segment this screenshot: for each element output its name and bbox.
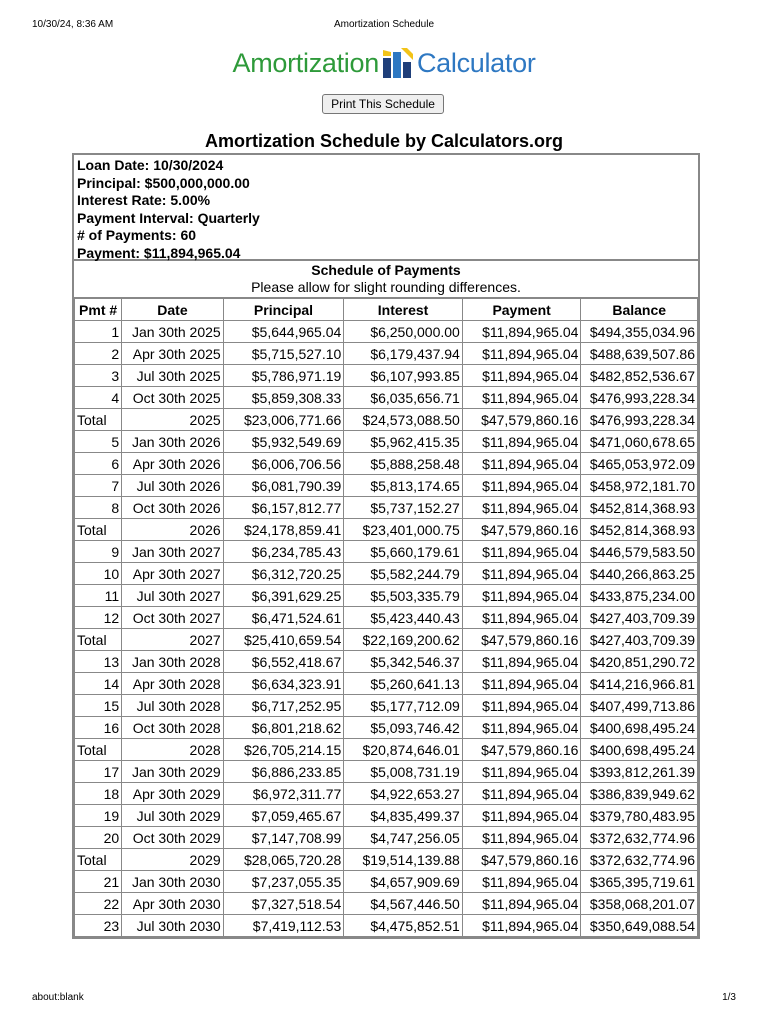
table-row — [75, 453, 698, 475]
total-row — [75, 629, 698, 651]
pmt-cell: 22 — [75, 893, 122, 915]
pmt-cell: 17 — [75, 761, 122, 783]
print-footer — [32, 992, 736, 1006]
print-url: about:blank — [32, 992, 84, 1003]
balance-cell: $440,266,863.25 — [581, 563, 698, 585]
print-page-number: 1/3 — [722, 992, 736, 1003]
principal-cell: $6,552,418.67 — [223, 651, 344, 673]
interest-cell: $4,922,653.27 — [344, 783, 463, 805]
balance-cell: $458,972,181.70 — [581, 475, 698, 497]
payment-cell: $11,894,965.04 — [462, 717, 581, 739]
date-cell: Apr 30th 2026 — [122, 453, 223, 475]
date-cell: Jul 30th 2029 — [122, 805, 223, 827]
interest-cell: $5,813,174.65 — [344, 475, 463, 497]
pmt-cell: 10 — [75, 563, 122, 585]
balance-cell: $400,698,495.24 — [581, 739, 698, 761]
col-header-balance: Balance — [581, 299, 698, 321]
payment-cell: $11,894,965.04 — [462, 915, 581, 937]
balance-cell: $420,851,290.72 — [581, 651, 698, 673]
payments-table — [74, 298, 698, 937]
interest-cell: $5,093,746.42 — [344, 717, 463, 739]
pmt-cell: 11 — [75, 585, 122, 607]
interest-cell: $4,835,499.37 — [344, 805, 463, 827]
payment-cell: $47,579,860.16 — [462, 519, 581, 541]
interest-cell: $5,737,152.27 — [344, 497, 463, 519]
date-cell: Oct 30th 2027 — [122, 607, 223, 629]
payment-cell: $11,894,965.04 — [462, 453, 581, 475]
balance-cell: $427,403,709.39 — [581, 629, 698, 651]
table-row — [75, 431, 698, 453]
table-header-row — [75, 299, 698, 321]
table-row — [75, 541, 698, 563]
table-row — [75, 563, 698, 585]
principal-cell: $6,081,790.39 — [223, 475, 344, 497]
pmt-cell: 12 — [75, 607, 122, 629]
balance-cell: $488,639,507.86 — [581, 343, 698, 365]
date-cell: Oct 30th 2025 — [122, 387, 223, 409]
interest-cell: $19,514,139.88 — [344, 849, 463, 871]
loan-principal: Principal: $500,000,000.00 — [77, 174, 250, 191]
principal-cell: $6,717,252.95 — [223, 695, 344, 717]
table-row — [75, 607, 698, 629]
balance-cell: $358,068,201.07 — [581, 893, 698, 915]
date-cell: 2028 — [122, 739, 223, 761]
table-row — [75, 893, 698, 915]
logo-word-amortization: Amortization — [232, 48, 379, 78]
payment-cell: $11,894,965.04 — [462, 783, 581, 805]
table-row — [75, 871, 698, 893]
date-cell: Oct 30th 2029 — [122, 827, 223, 849]
principal-cell: $6,391,629.25 — [223, 585, 344, 607]
table-row — [75, 321, 698, 343]
pmt-cell: 19 — [75, 805, 122, 827]
payment-cell: $11,894,965.04 — [462, 321, 581, 343]
payment-cell: $11,894,965.04 — [462, 563, 581, 585]
principal-cell: $7,147,708.99 — [223, 827, 344, 849]
total-row — [75, 739, 698, 761]
balance-cell: $494,355,034.96 — [581, 321, 698, 343]
interest-cell: $5,342,546.37 — [344, 651, 463, 673]
balance-cell: $365,395,719.61 — [581, 871, 698, 893]
col-header-pmt: Pmt # — [75, 299, 122, 321]
pmt-cell: 13 — [75, 651, 122, 673]
pmt-cell: 20 — [75, 827, 122, 849]
date-cell: Jul 30th 2026 — [122, 475, 223, 497]
interest-cell: $6,250,000.00 — [344, 321, 463, 343]
total-row — [75, 409, 698, 431]
pmt-cell: 6 — [75, 453, 122, 475]
payment-cell: $11,894,965.04 — [462, 497, 581, 519]
pmt-cell: 18 — [75, 783, 122, 805]
interest-cell: $5,260,641.13 — [344, 673, 463, 695]
date-cell: Jan 30th 2027 — [122, 541, 223, 563]
date-cell: Jan 30th 2028 — [122, 651, 223, 673]
interest-cell: $5,177,712.09 — [344, 695, 463, 717]
pmt-cell: 5 — [75, 431, 122, 453]
balance-cell: $407,499,713.86 — [581, 695, 698, 717]
schedule-container — [72, 153, 696, 939]
balance-cell: $414,216,966.81 — [581, 673, 698, 695]
date-cell: Apr 30th 2030 — [122, 893, 223, 915]
date-cell: Jul 30th 2028 — [122, 695, 223, 717]
payment-cell: $47,579,860.16 — [462, 409, 581, 431]
payment-cell: $11,894,965.04 — [462, 387, 581, 409]
balance-cell: $465,053,972.09 — [581, 453, 698, 475]
balance-cell: $471,060,678.65 — [581, 431, 698, 453]
interest-cell: $23,401,000.75 — [344, 519, 463, 541]
payment-cell: $11,894,965.04 — [462, 343, 581, 365]
date-cell: Apr 30th 2028 — [122, 673, 223, 695]
pmt-cell: Total — [75, 519, 122, 541]
pmt-cell: 15 — [75, 695, 122, 717]
principal-cell: $6,634,323.91 — [223, 673, 344, 695]
loan-payment-interval: Payment Interval: Quarterly — [77, 209, 260, 226]
pmt-cell: Total — [75, 629, 122, 651]
payment-cell: $11,894,965.04 — [462, 673, 581, 695]
pmt-cell: 1 — [75, 321, 122, 343]
interest-cell: $6,179,437.94 — [344, 343, 463, 365]
pmt-cell: 9 — [75, 541, 122, 563]
principal-cell: $6,471,524.61 — [223, 607, 344, 629]
logo[interactable] — [0, 44, 768, 82]
principal-cell: $25,410,659.54 — [223, 629, 344, 651]
table-row — [75, 497, 698, 519]
pmt-cell: Total — [75, 739, 122, 761]
total-row — [75, 849, 698, 871]
interest-cell: $5,008,731.19 — [344, 761, 463, 783]
payment-cell: $11,894,965.04 — [462, 365, 581, 387]
principal-cell: $7,419,112.53 — [223, 915, 344, 937]
interest-cell: $5,660,179.61 — [344, 541, 463, 563]
pmt-cell: Total — [75, 409, 122, 431]
table-row — [75, 695, 698, 717]
bar-chart-logo-icon — [381, 48, 415, 78]
payment-cell: $11,894,965.04 — [462, 695, 581, 717]
balance-cell: $476,993,228.34 — [581, 409, 698, 431]
col-header-date: Date — [122, 299, 223, 321]
interest-cell: $6,107,993.85 — [344, 365, 463, 387]
interest-cell: $22,169,200.62 — [344, 629, 463, 651]
principal-cell: $6,886,233.85 — [223, 761, 344, 783]
principal-cell: $6,006,706.56 — [223, 453, 344, 475]
interest-cell: $5,962,415.35 — [344, 431, 463, 453]
payment-cell: $11,894,965.04 — [462, 585, 581, 607]
pmt-cell: 23 — [75, 915, 122, 937]
principal-cell: $6,157,812.77 — [223, 497, 344, 519]
payment-cell: $11,894,965.04 — [462, 871, 581, 893]
interest-cell: $24,573,088.50 — [344, 409, 463, 431]
date-cell: Jan 30th 2026 — [122, 431, 223, 453]
payment-cell: $47,579,860.16 — [462, 849, 581, 871]
pmt-cell: 7 — [75, 475, 122, 497]
pmt-cell: 8 — [75, 497, 122, 519]
pmt-cell: 4 — [75, 387, 122, 409]
interest-cell: $4,747,256.05 — [344, 827, 463, 849]
table-row — [75, 585, 698, 607]
payment-cell: $11,894,965.04 — [462, 805, 581, 827]
loan-num-payments: # of Payments: 60 — [77, 227, 197, 243]
page-title: Amortization Schedule by Calculators.org — [204, 131, 564, 151]
table-row — [75, 365, 698, 387]
payment-cell: $11,894,965.04 — [462, 431, 581, 453]
pmt-cell: 16 — [75, 717, 122, 739]
principal-cell: $23,006,771.66 — [223, 409, 344, 431]
date-cell: Oct 30th 2026 — [122, 497, 223, 519]
balance-cell: $400,698,495.24 — [581, 717, 698, 739]
date-cell: Oct 30th 2028 — [122, 717, 223, 739]
date-cell: Apr 30th 2025 — [122, 343, 223, 365]
table-row — [75, 761, 698, 783]
balance-cell: $350,649,088.54 — [581, 915, 698, 937]
pmt-cell: 2 — [75, 343, 122, 365]
pmt-cell: 21 — [75, 871, 122, 893]
interest-cell: $20,874,646.01 — [344, 739, 463, 761]
principal-cell: $7,237,055.35 — [223, 871, 344, 893]
table-row — [75, 673, 698, 695]
table-row — [75, 805, 698, 827]
loan-interest-rate: Interest Rate: 5.00% — [77, 192, 211, 208]
print-schedule-button[interactable]: Print This Schedule — [322, 94, 444, 114]
balance-cell: $482,852,536.67 — [581, 365, 698, 387]
table-row — [75, 783, 698, 805]
balance-cell: $379,780,483.95 — [581, 805, 698, 827]
date-cell: Apr 30th 2027 — [122, 563, 223, 585]
table-row — [75, 717, 698, 739]
date-cell: 2026 — [122, 519, 223, 541]
principal-cell: $5,715,527.10 — [223, 343, 344, 365]
payment-cell: $47,579,860.16 — [462, 739, 581, 761]
balance-cell: $393,812,261.39 — [581, 761, 698, 783]
table-row — [75, 827, 698, 849]
interest-cell: $5,423,440.43 — [344, 607, 463, 629]
table-row — [75, 343, 698, 365]
payment-cell: $47,579,860.16 — [462, 629, 581, 651]
payment-cell: $11,894,965.04 — [462, 827, 581, 849]
date-cell: Apr 30th 2029 — [122, 783, 223, 805]
principal-cell: $6,801,218.62 — [223, 717, 344, 739]
schedule-heading-block — [74, 261, 698, 298]
principal-cell: $7,327,518.54 — [223, 893, 344, 915]
schedule-frame — [72, 153, 700, 939]
print-datetime: 10/30/24, 8:36 AM — [32, 19, 114, 30]
date-cell: 2025 — [122, 409, 223, 431]
principal-cell: $6,234,785.43 — [223, 541, 344, 563]
table-row — [75, 475, 698, 497]
principal-cell: $5,932,549.69 — [223, 431, 344, 453]
pmt-cell: 3 — [75, 365, 122, 387]
principal-cell: $24,178,859.41 — [223, 519, 344, 541]
total-row — [75, 519, 698, 541]
date-cell: Jan 30th 2029 — [122, 761, 223, 783]
interest-cell: $4,567,446.50 — [344, 893, 463, 915]
loan-date: Loan Date: 10/30/2024 — [77, 157, 224, 173]
payment-cell: $11,894,965.04 — [462, 893, 581, 915]
balance-cell: $452,814,368.93 — [581, 519, 698, 541]
loan-payment: Payment: $11,894,965.04 — [77, 244, 241, 261]
interest-cell: $4,475,852.51 — [344, 915, 463, 937]
col-header-payment: Payment — [462, 299, 581, 321]
payment-cell: $11,894,965.04 — [462, 607, 581, 629]
rounding-note: Please allow for slight rounding differences. — [251, 279, 521, 295]
col-header-principal: Principal — [223, 299, 344, 321]
payment-cell: $11,894,965.04 — [462, 651, 581, 673]
balance-cell: $476,993,228.34 — [581, 387, 698, 409]
interest-cell: $5,503,335.79 — [344, 585, 463, 607]
date-cell: 2027 — [122, 629, 223, 651]
payment-cell: $11,894,965.04 — [462, 541, 581, 563]
print-doc-title: Amortization Schedule — [333, 19, 435, 30]
interest-cell: $4,657,909.69 — [344, 871, 463, 893]
principal-cell: $5,859,308.33 — [223, 387, 344, 409]
principal-cell: $7,059,465.67 — [223, 805, 344, 827]
date-cell: Jul 30th 2025 — [122, 365, 223, 387]
logo-word-calculator: Calculator — [416, 48, 536, 78]
interest-cell: $5,888,258.48 — [344, 453, 463, 475]
balance-cell: $372,632,774.96 — [581, 849, 698, 871]
balance-cell: $433,875,234.00 — [581, 585, 698, 607]
date-cell: 2029 — [122, 849, 223, 871]
schedule-heading: Schedule of Payments — [311, 262, 461, 278]
date-cell: Jan 30th 2025 — [122, 321, 223, 343]
print-header — [32, 19, 736, 33]
principal-cell: $28,065,720.28 — [223, 849, 344, 871]
payment-cell: $11,894,965.04 — [462, 761, 581, 783]
balance-cell: $372,632,774.96 — [581, 827, 698, 849]
balance-cell: $386,839,949.62 — [581, 783, 698, 805]
loan-info — [74, 155, 698, 261]
payment-cell: $11,894,965.04 — [462, 475, 581, 497]
date-cell: Jan 30th 2030 — [122, 871, 223, 893]
balance-cell: $452,814,368.93 — [581, 497, 698, 519]
interest-cell: $6,035,656.71 — [344, 387, 463, 409]
pmt-cell: Total — [75, 849, 122, 871]
date-cell: Jul 30th 2027 — [122, 585, 223, 607]
table-row — [75, 387, 698, 409]
pmt-cell: 14 — [75, 673, 122, 695]
interest-cell: $5,582,244.79 — [344, 563, 463, 585]
principal-cell: $6,972,311.77 — [223, 783, 344, 805]
principal-cell: $5,644,965.04 — [223, 321, 344, 343]
date-cell: Jul 30th 2030 — [122, 915, 223, 937]
table-row — [75, 651, 698, 673]
principal-cell: $5,786,971.19 — [223, 365, 344, 387]
principal-cell: $6,312,720.25 — [223, 563, 344, 585]
col-header-interest: Interest — [344, 299, 463, 321]
balance-cell: $427,403,709.39 — [581, 607, 698, 629]
balance-cell: $446,579,583.50 — [581, 541, 698, 563]
principal-cell: $26,705,214.15 — [223, 739, 344, 761]
table-row — [75, 915, 698, 937]
